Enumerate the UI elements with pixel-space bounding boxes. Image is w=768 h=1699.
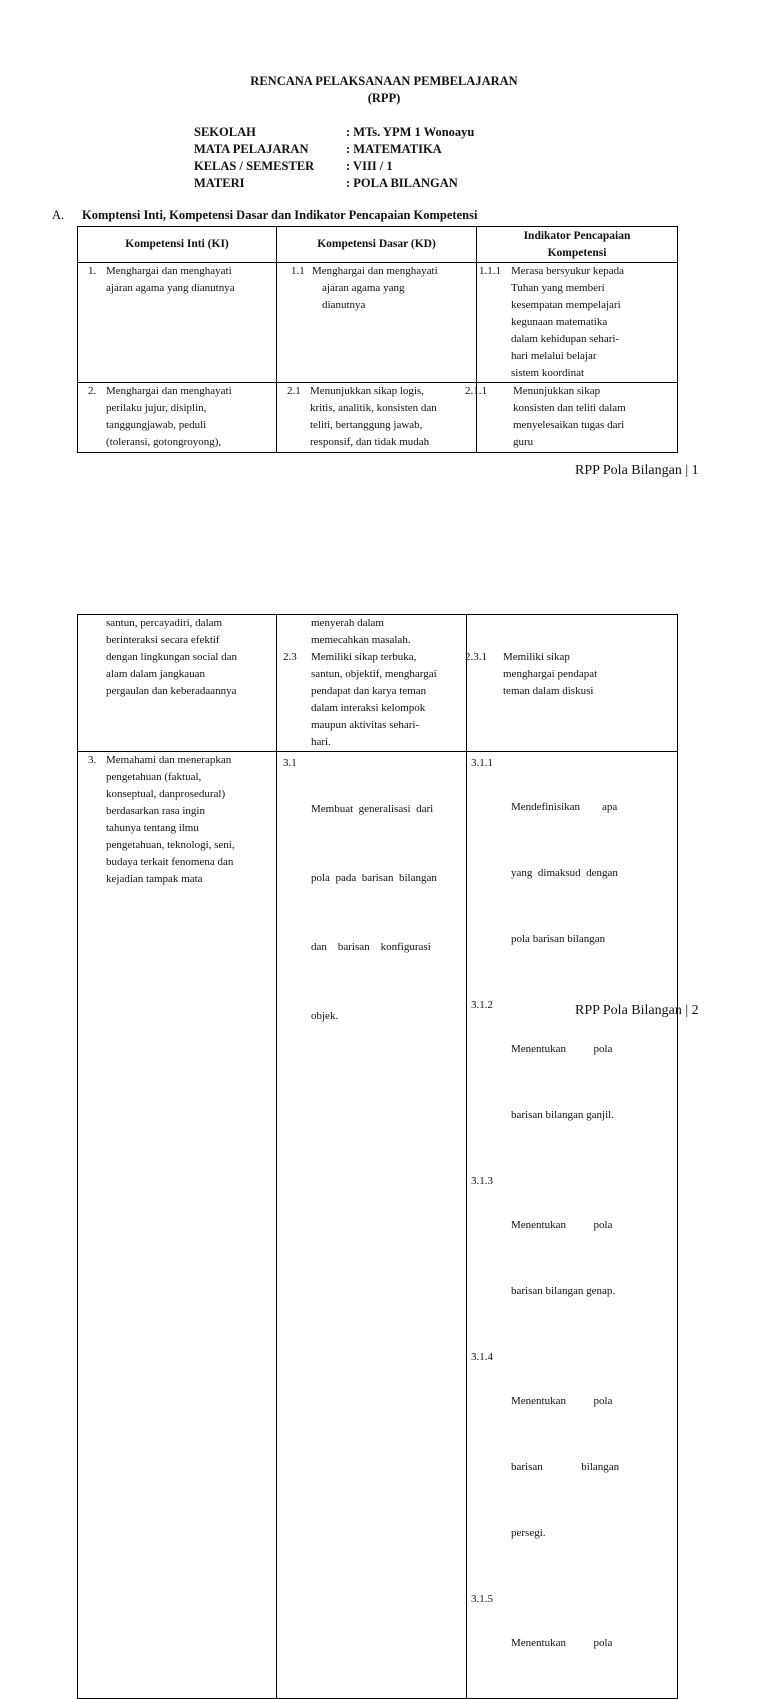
ki-text-line: Menghargai dan menghayati	[106, 385, 232, 397]
ipk-text-line: barisan bilangan ganjil.	[511, 1109, 614, 1121]
ki-number: 2.	[88, 385, 97, 397]
ipk-cell	[465, 383, 678, 453]
section-title: Komptensi Inti, Kompetensi Dasar dan Indikator Pencapaian Kompetensi	[82, 208, 478, 222]
ki-text-line: berinteraksi secara efektif	[106, 634, 220, 646]
ipk-text-line: konsisten dan teliti dalam	[513, 402, 626, 414]
ipk-text-line: menyelesaikan tugas dari	[513, 419, 625, 431]
table-row	[78, 383, 678, 453]
kd-number: 2.1	[287, 385, 301, 397]
kd-text-line: Membuat generalisasi dari	[311, 803, 434, 815]
kd-text-line: objek.	[311, 1010, 339, 1022]
meta-value-mata-pelajaran: : MATEMATIKA	[346, 142, 442, 156]
ki-text-line: konseptual, danprosedural)	[106, 788, 226, 800]
ki-text-line: berdasarkan rasa ingin	[106, 805, 205, 817]
kd-text-line: maupun aktivitas sehari-	[311, 719, 420, 731]
header-kd: Kompetensi Dasar (KD)	[277, 227, 477, 263]
ipk-text-line: persegi.	[511, 1527, 546, 1539]
kd-text-line: pola pada barisan bilangan	[311, 872, 437, 884]
ipk-cell	[477, 263, 678, 383]
header-ipk	[477, 227, 678, 263]
header-ipk-line2: Kompetensi	[547, 246, 607, 259]
kd-text-line: dalam interaksi kelompok	[311, 702, 426, 714]
ipk-text-line: barisan bilangan	[511, 1461, 620, 1473]
ki-text-line: tanggungjawab, peduli	[106, 419, 207, 431]
ki-text-line: perilaku jujur, disiplin,	[106, 402, 207, 414]
ki-text-line: budaya terkait fenomena dan	[106, 856, 234, 868]
kd-text-line: hari.	[311, 736, 331, 748]
kd-text-line: Menghargai dan menghayati	[312, 265, 438, 277]
competency-table-page1	[77, 226, 678, 453]
kd-cell	[277, 383, 477, 453]
kd-number: 1.1	[291, 265, 305, 277]
ipk-text-line: dalam kehidupan sehari-	[511, 333, 620, 345]
kd-text-line: responsif, dan tidak mudah	[310, 436, 430, 448]
ipk-text-line: Menentukan pola	[511, 1395, 613, 1407]
table-row	[78, 615, 678, 752]
ipk-number: 3.1.1	[471, 757, 493, 769]
kd-text-line: dianutnya	[322, 299, 366, 311]
ipk-text-line: barisan bilangan genap.	[511, 1285, 616, 1297]
kd-text-line: Memiliki sikap terbuka,	[311, 651, 417, 663]
page-footer-2: RPP Pola Bilangan | 2	[575, 1003, 699, 1018]
ipk-number: 3.1.4	[471, 1351, 493, 1363]
ki-text-line: pergaulan dan keberadaannya	[106, 685, 237, 697]
ki-cell	[78, 615, 277, 752]
kd-text-line: memecahkan masalah.	[311, 634, 411, 646]
meta-value-materi: : POLA BILANGAN	[346, 176, 458, 190]
ki-text-line: kejadian tampak mata	[106, 873, 203, 885]
kd-text-line: santun, objektif, menghargai	[311, 668, 437, 680]
ipk-text-line: kegunaan matematika	[511, 316, 608, 328]
ipk-number: 1.1.1	[479, 265, 501, 277]
kd-number: 3.1	[283, 757, 297, 769]
kd-number: 2.3	[283, 651, 297, 663]
ipk-text-line: Memiliki sikap	[503, 651, 570, 663]
table-row	[78, 263, 678, 383]
ki-text-line: pengetahuan (faktual,	[106, 771, 202, 783]
meta-key-kelas: KELAS / SEMESTER	[194, 159, 315, 173]
ipk-text-line: yang dimaksud dengan	[511, 867, 618, 879]
meta-key-mata-pelajaran: MATA PELAJARAN	[194, 142, 309, 156]
kd-text-line: dan barisan konfigurasi	[311, 941, 431, 953]
ki-text-line: pengetahuan, teknologi, seni,	[106, 839, 235, 851]
header-ipk-line1: Indikator Pencapaian	[523, 229, 631, 242]
ipk-number: 3.1.5	[471, 1593, 493, 1605]
ipk-text-line: menghargai pendapat	[503, 668, 598, 680]
header-ki: Kompetensi Inti (KI)	[78, 227, 277, 263]
ipk-text-line: Menunjukkan sikap	[513, 385, 601, 397]
ipk-text-line: hari melalui belajar	[511, 350, 597, 362]
ipk-text-line: Merasa bersyukur kepada	[511, 265, 625, 277]
ki-text-line: Memahami dan menerapkan	[106, 754, 232, 766]
meta-value-kelas: : VIII / 1	[346, 159, 393, 173]
ipk-text-line: kesempatan mempelajari	[511, 299, 621, 311]
ki-text-line: dengan lingkungan social dan	[106, 651, 238, 663]
ki-text-line: ajaran agama yang dianutnya	[106, 282, 235, 294]
document-title: RENCANA PELAKSANAAN PEMBELAJARAN	[250, 74, 518, 88]
table-row	[78, 752, 678, 1699]
ipk-number: 3.1.3	[471, 1175, 493, 1187]
ki-text-line: tahunya tentang ilmu	[106, 822, 199, 834]
ipk-number: 3.1.2	[471, 999, 493, 1011]
ipk-text-line: Tuhan yang memberi	[511, 282, 605, 294]
ki-text-line: alam dalam jangkauan	[106, 668, 205, 680]
ki-cell	[78, 752, 277, 1699]
kd-text-line: pendapat dan karya teman	[311, 685, 427, 697]
ipk-text-line: Menentukan pola	[511, 1637, 613, 1649]
kd-text-line: ajaran agama yang	[322, 282, 405, 294]
kd-text-line: Menunjukkan sikap logis,	[310, 385, 424, 397]
competency-table-page2	[77, 614, 678, 1699]
ki-cell	[78, 383, 277, 453]
ki-number: 3.	[88, 754, 97, 766]
kd-cell	[277, 615, 467, 752]
kd-text-line: menyerah dalam	[311, 617, 384, 629]
kd-text-line: kritis, analitik, konsisten dan	[310, 402, 437, 414]
page-footer-1: RPP Pola Bilangan | 1	[575, 463, 699, 478]
ipk-text-line: Mendefinisikan apa	[511, 801, 618, 813]
meta-key-materi: MATERI	[194, 176, 245, 190]
ki-number: 1.	[88, 265, 97, 277]
ipk-number: 2.1.1	[465, 385, 487, 397]
ipk-text-line: Menentukan pola	[511, 1219, 613, 1231]
kd-text-line: teliti, bertanggung jawab,	[310, 419, 423, 431]
document-subtitle: (RPP)	[367, 91, 401, 105]
ipk-number: 2.3.1	[465, 651, 487, 663]
ipk-cell	[467, 752, 678, 1699]
kd-cell	[277, 263, 477, 383]
meta-value-sekolah: : MTs. YPM 1 Wonoayu	[346, 125, 475, 139]
ipk-cell	[467, 615, 678, 752]
ipk-text-line: Menentukan pola	[511, 1043, 613, 1055]
ipk-text-line: pola barisan bilangan	[511, 933, 606, 945]
section-letter: A.	[52, 208, 65, 222]
meta-key-sekolah: SEKOLAH	[194, 125, 256, 139]
kd-cell	[277, 752, 467, 1699]
ipk-text-line: guru	[513, 436, 534, 448]
ki-cell	[78, 263, 277, 383]
ipk-text-line: sistem koordinat	[511, 367, 585, 379]
ki-text-line: santun, percayadiri, dalam	[106, 617, 223, 629]
ipk-text-line: teman dalam diskusi	[503, 685, 594, 697]
ki-text-line: Menghargai dan menghayati	[106, 265, 232, 277]
ki-text-line: (toleransi, gotongroyong),	[106, 436, 222, 448]
